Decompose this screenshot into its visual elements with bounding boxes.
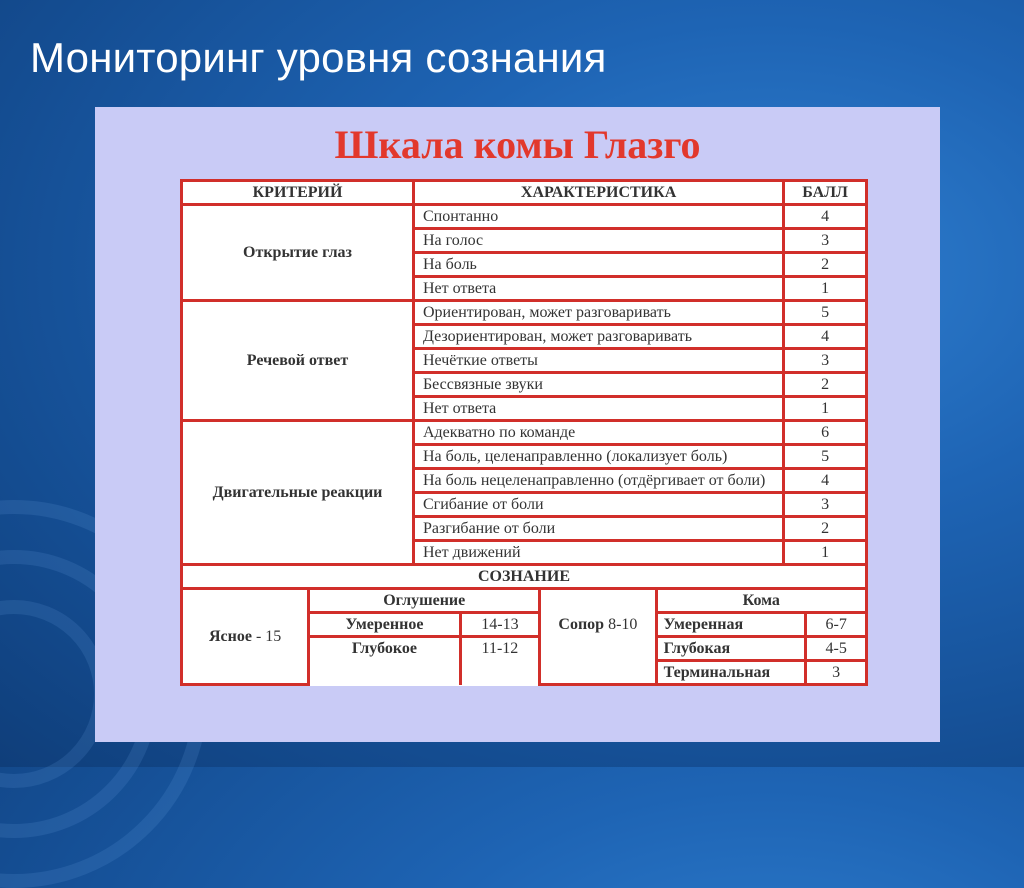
characteristic-cell: Нет ответа xyxy=(413,277,783,301)
score-cell: 4 xyxy=(784,469,867,493)
table-row xyxy=(182,205,867,229)
stun-title: Оглушение xyxy=(309,589,540,613)
characteristic-cell: Бессвязные звуки xyxy=(413,373,783,397)
score-cell: 3 xyxy=(784,493,867,517)
score-cell: 3 xyxy=(784,229,867,253)
header-score: БАЛЛ xyxy=(784,181,867,205)
criterion-motor-response: Двигательные реакции xyxy=(182,421,414,565)
coma-deep-label: Глубокая xyxy=(656,637,806,661)
characteristic-cell: Сгибание от боли xyxy=(413,493,783,517)
table-row xyxy=(182,421,867,445)
consciousness-title: СОЗНАНИЕ xyxy=(182,565,867,589)
characteristic-cell: На боль, целенаправленно (локализует боль) xyxy=(413,445,783,469)
characteristic-cell: На боль xyxy=(413,253,783,277)
score-cell: 4 xyxy=(784,325,867,349)
slide-title: Мониторинг уровня сознания xyxy=(30,34,607,81)
coma-terminal-label: Терминальная xyxy=(656,661,806,685)
stun-deep-value: 11-12 xyxy=(460,637,540,685)
characteristic-cell: Нет движений xyxy=(413,541,783,565)
coma-deep-value: 4-5 xyxy=(806,637,867,661)
sopor-label: Сопор xyxy=(558,616,605,633)
table-header-row xyxy=(182,181,867,205)
score-cell: 6 xyxy=(784,421,867,445)
criterion-verbal-response: Речевой ответ xyxy=(182,301,414,421)
clear-separator: - xyxy=(251,628,266,645)
sopor-cell xyxy=(540,589,656,685)
characteristic-cell: Нет ответа xyxy=(413,397,783,421)
score-cell: 1 xyxy=(784,277,867,301)
header-criterion: КРИТЕРИЙ xyxy=(182,181,414,205)
score-cell: 4 xyxy=(784,205,867,229)
characteristic-cell: Дезориентирован, может разговаривать xyxy=(413,325,783,349)
score-cell: 1 xyxy=(784,541,867,565)
header-characteristic: ХАРАКТЕРИСТИКА xyxy=(413,181,783,205)
stun-moderate-label: Умеренное xyxy=(309,613,460,637)
coma-moderate-value: 6-7 xyxy=(806,613,867,637)
score-cell: 3 xyxy=(784,349,867,373)
gcs-table-wrap xyxy=(180,179,868,686)
clear-label: Ясное xyxy=(208,628,252,645)
stun-moderate-value: 14-13 xyxy=(460,613,540,637)
coma-moderate-label: Умеренная xyxy=(656,613,806,637)
characteristic-cell: Адекватно по команде xyxy=(413,421,783,445)
characteristic-cell: Нечёткие ответы xyxy=(413,349,783,373)
score-cell: 5 xyxy=(784,301,867,325)
score-cell: 2 xyxy=(784,373,867,397)
characteristic-cell: На боль нецеленаправленно (отдёргивает от боли) xyxy=(413,469,783,493)
characteristic-cell: Разгибание от боли xyxy=(413,517,783,541)
clear-consciousness-cell xyxy=(182,589,309,685)
characteristic-cell: Спонтанно xyxy=(413,205,783,229)
scale-title: Шкала комы Глазго xyxy=(334,122,701,167)
consciousness-header-row xyxy=(182,565,867,589)
coma-terminal-value: 3 xyxy=(806,661,867,685)
scale-panel xyxy=(95,107,940,742)
coma-title: Кома xyxy=(656,589,866,613)
characteristic-cell: На голос xyxy=(413,229,783,253)
gcs-table xyxy=(180,179,868,590)
consciousness-table xyxy=(180,587,868,686)
score-cell: 1 xyxy=(784,397,867,421)
clear-value: 15 xyxy=(265,628,282,645)
score-cell: 2 xyxy=(784,517,867,541)
table-row xyxy=(182,589,867,613)
characteristic-cell: Ориентирован, может разговаривать xyxy=(413,301,783,325)
table-row xyxy=(182,301,867,325)
score-cell: 5 xyxy=(784,445,867,469)
stun-deep-label: Глубокое xyxy=(309,637,460,685)
criterion-eye-opening: Открытие глаз xyxy=(182,205,414,301)
sopor-value: 8-10 xyxy=(608,616,638,633)
score-cell: 2 xyxy=(784,253,867,277)
